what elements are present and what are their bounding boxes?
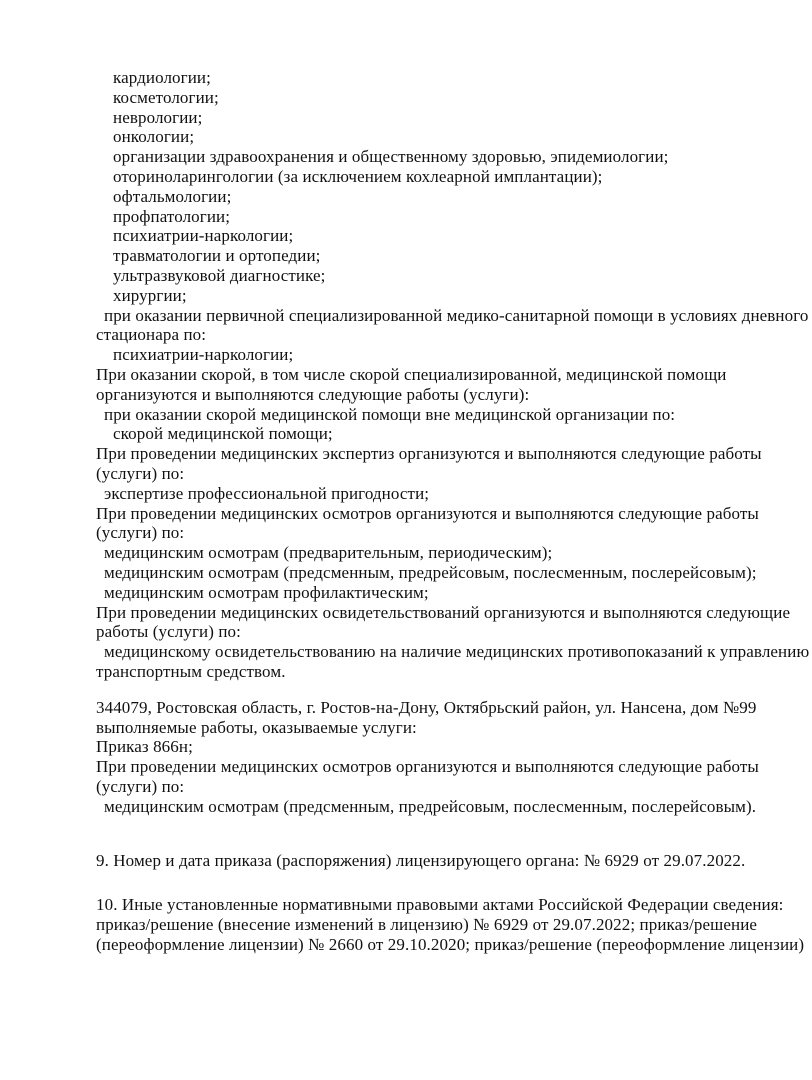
section-address-block [96,698,776,817]
text-line: медицинским осмотрам (предсменным, предрейсовым, послесменным, послерейсовым); [104,562,757,582]
text-line: При проведении медицинских освидетельствований организуются и выполняются следующие [96,602,791,622]
text-line: психиатрии-наркологии; [113,226,294,246]
text-line: при оказании первичной специализированной медико-санитарной помощи в условиях дневного [104,305,809,325]
text-line: экспертизе профессиональной пригодности; [104,483,430,503]
section-services-body [96,305,810,682]
text-line: (переоформление лицензии) № 2660 от 29.10.2020; приказ/решение (переоформление лицензии) [96,934,805,954]
text-line: медицинским осмотрам профилактическим; [104,582,429,602]
text-line: (услуги) по: [96,776,185,796]
text-line: При оказании скорой, в том числе скорой специализированной, медицинской помощи [96,364,727,384]
text-line: офтальмологии; [113,186,232,206]
text-line: (услуги) по: [96,463,185,483]
text-line: При проведении медицинских осмотров организуются и выполняются следующие работы [96,503,759,523]
section-other-info-item [96,895,805,954]
text-line: работы (услуги) по: [96,622,241,642]
text-line: (услуги) по: [96,523,185,543]
section-specialties-list [96,68,776,306]
text-line: 9. Номер и дата приказа (распоряжения) лицензирующего органа: № 6929 от 29.07.2022. [96,851,746,871]
text-line: стационара по: [96,325,207,345]
text-line: медицинскому освидетельствованию на наличие медицинских противопоказаний к управлению [104,642,810,662]
text-line: при оказании скорой медицинской помощи вне медицинской организации по: [104,404,676,424]
text-line: хирургии; [113,285,187,305]
text-line: онкологии; [113,127,195,147]
text-line: 344079, Ростовская область, г. Ростов-на-Дону, Октябрьский район, ул. Нансена, дом №99 [96,697,757,717]
text-line: медицинским осмотрам (предсменным, предрейсовым, послесменным, послерейсовым). [104,796,757,816]
text-line: неврологии; [113,107,203,127]
text-line: профпатологии; [113,206,231,226]
text-line: скорой медицинской помощи; [113,424,333,444]
text-line: приказ/решение (внесение изменений в лицензию) № 6929 от 29.07.2022; приказ/решение [96,915,758,935]
text-line: Приказ 866н; [96,737,193,757]
text-line: При проведении медицинских осмотров организуются и выполняются следующие работы [96,757,759,777]
text-line: медицинским осмотрам (предварительным, периодическим); [104,543,553,563]
text-line: психиатрии-наркологии; [113,345,294,365]
text-line: транспортным средством. [96,661,286,681]
text-line: травматологии и ортопедии; [113,246,321,266]
section-order-number-item [96,851,776,871]
text-line: ультразвуковой диагностике; [113,265,326,285]
text-line: оториноларингологии (за исключением кохлеарной имплантации); [113,166,603,186]
text-line: 10. Иные установленные нормативными правовыми актами Российской Федерации сведения: [96,895,784,915]
text-line: организации здравоохранения и общественному здоровью, эпидемиологии; [113,147,669,167]
text-line: кардиологии; [113,68,211,87]
text-line: выполняемые работы, оказываемые услуги: [96,717,417,737]
text-line: При проведении медицинских экспертиз организуются и выполняются следующие работы [96,444,762,464]
text-line: косметологии; [113,87,219,107]
text-line: организуются и выполняются следующие работы (услуги): [96,384,530,404]
